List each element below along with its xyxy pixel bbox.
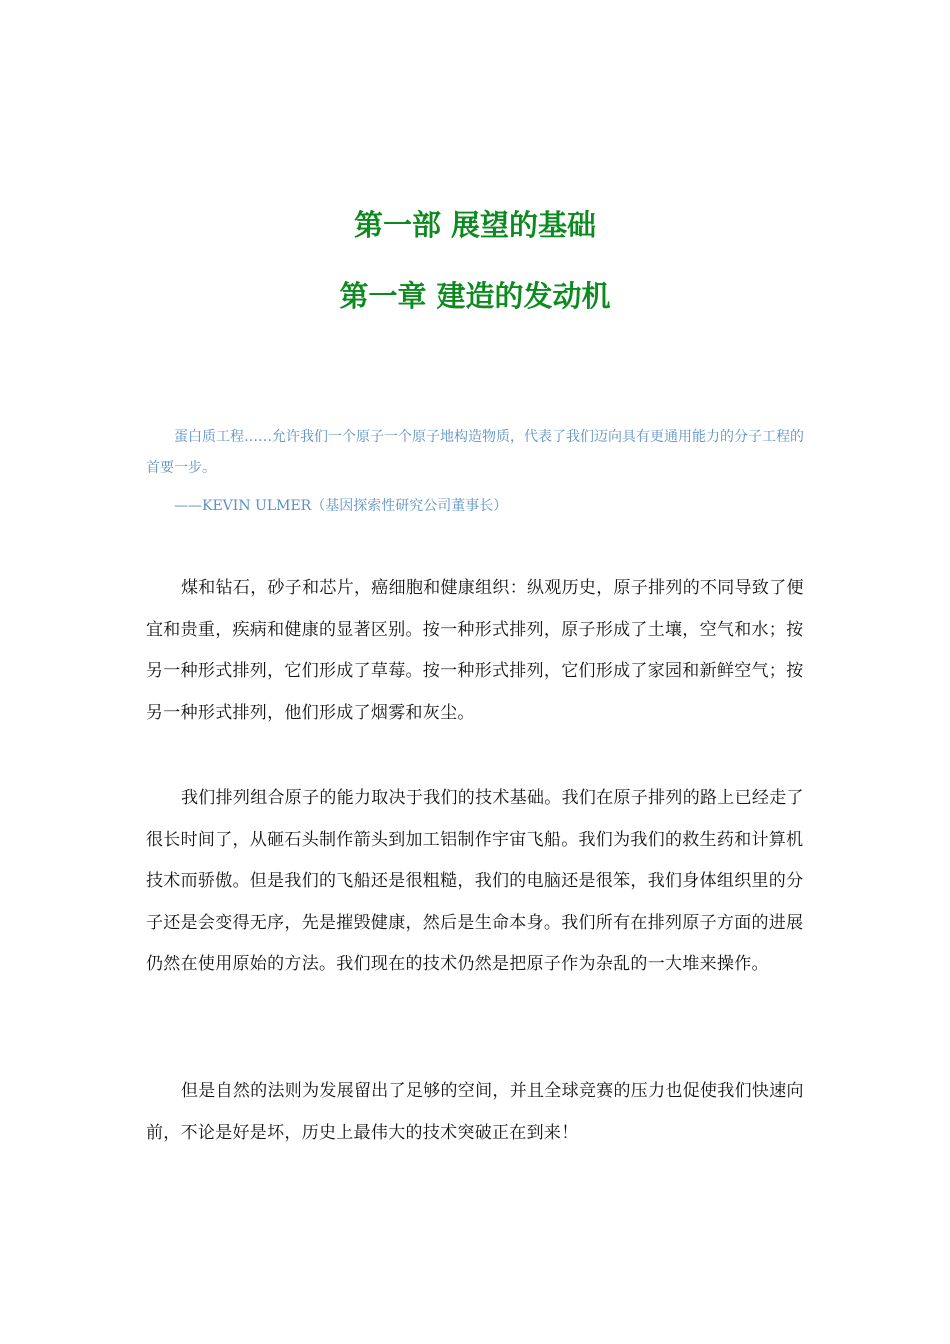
body-paragraph: 煤和钻石，砂子和芯片，癌细胞和健康组织：纵观历史，原子排列的不同导致了便宜和贵重，疾病和健康的显著区别。按一种形式排列，原子形成了土壤，空气和水；按另一种形式排列，它们形成了草莓。按一种形式排列，它们形成了家园和新鲜空气；按另一种形式排列，他们形成了烟雾和灰尘。 (146, 578, 804, 723)
body-paragraph: 我们排列组合原子的能力取决于我们的技术基础。我们在原子排列的路上已经走了很长时间了，从砸石头制作箭头到加工铝制作宇宙飞船。我们为我们的救生药和计算机技术而骄傲。但是我们的飞船还是很粗糙，我们的电脑还是很笨，我们身体组织里的分子还是会变得无序，先是摧毁健康，然后是生命本身。我们所有在排列原子方面的进展仍然在使用原始的方法。我们现在的技术仍然是把原子作为杂乱的一大堆来操作。 (146, 788, 804, 975)
chapter-title: 第一章 建造的发动机 (339, 279, 611, 313)
epigraph-quote: 蛋白质工程……允许我们一个原子一个原子地构造物质，代表了我们迈向具有更通用能力的分子工程的首要一步。 (146, 429, 804, 476)
part-title: 第一部 展望的基础 (353, 208, 597, 242)
body-paragraph: 但是自然的法则为发展留出了足够的空间，并且全球竞赛的压力也促使我们快速向前，不论是好是坏，历史上最伟大的技术突破正在到来！ (146, 1081, 804, 1143)
epigraph-attribution: ——KEVIN ULMER（基因探索性研究公司董事长） (174, 498, 508, 514)
